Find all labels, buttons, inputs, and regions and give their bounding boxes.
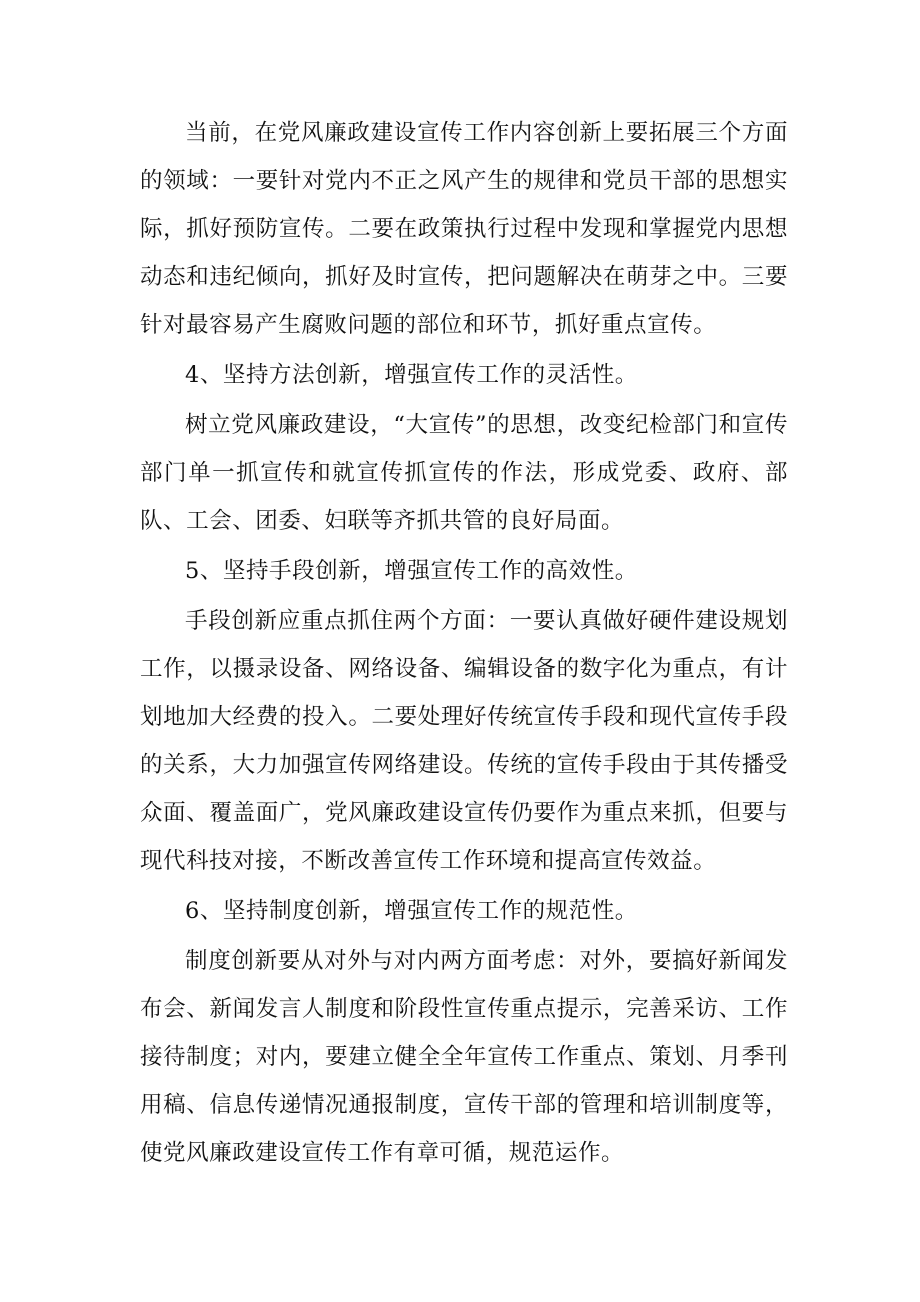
paragraph-big-publicity: 树立党风廉政建设，“大宣传”的思想，改变纪检部门和宣传部门单一抓宣传和就宣传抓宣传的作法，形成党委、政府、部队、工会、团委、妇联等齐抓共管的良好局面。 xyxy=(140,412,788,534)
heading-means-innovation: 5、坚持手段创新，增强宣传工作的高效性。 xyxy=(185,558,638,584)
paragraph-means-innovation: 手段创新应重点抓住两个方面：一要认真做好硬件建设规划工作，以摄录设备、网络设备、编辑设备的数字化为重点，有计划地加大经费的投入。二要处理好传统宣传手段和现代宣传手段的关系，大力加强宣传网络建设。传统的宣传手段由于其传播受众面、覆盖面广，党风廉政建设宣传仍要作为重点来抓，但要与现代科技对接，不断改善宣传工作环境和提高宣传效益。 xyxy=(140,608,788,874)
heading-method-innovation: 4、坚持方法创新，增强宣传工作的灵活性。 xyxy=(185,362,638,388)
paragraph-content-innovation: 当前，在党风廉政建设宣传工作内容创新上要拓展三个方面的领域：一要针对党内不正之风产生的规律和党员干部的思想实际，抓好预防宣传。二要在政策执行过程中发现和掌握党内思想动态和违纪倾向，抓好及时宣传，把问题解决在萌芽之中。三要针对最容易产生腐败问题的部位和环节，抓好重点宣传。 xyxy=(140,120,788,338)
document-body xyxy=(140,109,788,1179)
paragraph-system-innovation: 制度创新要从对外与对内两方面考虑：对外，要搞好新闻发布会、新闻发言人制度和阶段性宣传重点提示，完善采访、工作接待制度；对内，要建立健全全年宣传工作重点、策划、月季刊用稿、信息传递情况通报制度，宣传干部的管理和培训制度等，使党风廉政建设宣传工作有章可循，规范运作。 xyxy=(140,948,788,1166)
heading-system-innovation: 6、坚持制度创新，增强宣传工作的规范性。 xyxy=(185,898,638,924)
